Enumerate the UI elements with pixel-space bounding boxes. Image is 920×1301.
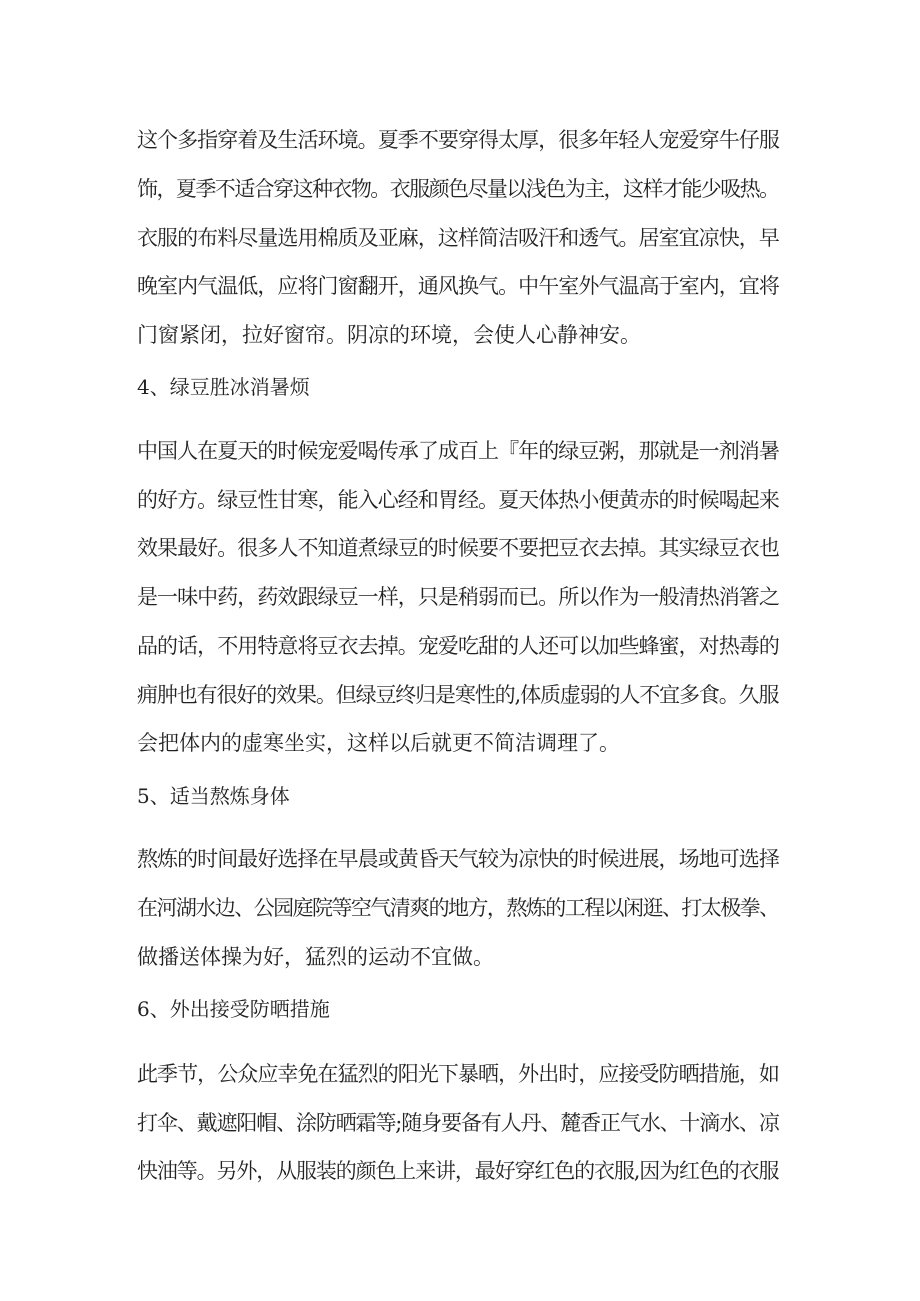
section-heading-4: 4、绿豆胜冰消暑烦 xyxy=(137,375,310,399)
text-line: 痈肿也有很好的效果。但绿豆终归是寒性的,体质虚弱的人不宜多食。久服 xyxy=(137,683,779,707)
text-line: 门窗紧闭，拉好窗帘。阴凉的环境，会使人心静神安。 xyxy=(137,323,641,347)
text-line: 会把体内的虚寒坐实，这样以后就更不简洁调理了。 xyxy=(137,731,620,755)
text-line: 是一味中药，药效跟绿豆一样，只是稍弱而已。所以作为一般清热消箸之 xyxy=(137,585,779,609)
text-line: 此季节，公众应幸免在猛烈的阳光下暴晒，外出时，应接受防晒措施，如 xyxy=(137,1062,779,1086)
text-line: 快油等。另外，从服装的颜色上来讲，最好穿红色的衣服,因为红色的衣服 xyxy=(137,1159,779,1183)
text-line: 品的话，不用特意将豆衣去掉。宠爱吃甜的人还可以加些蜂蜜，对热毒的 xyxy=(137,634,779,658)
text-line: 的好方。绿豆性甘寒，能入心经和胃经。夏天体热小便黄赤的时候喝起来 xyxy=(137,488,779,512)
text-line: 这个多指穿着及生活环境。夏季不要穿得太厚，很多年轻人宠爱穿牛仔服 xyxy=(137,128,779,152)
text-line: 熬炼的时间最好选择在早晨或黄昏天气较为凉快的时候进展，场地可选择 xyxy=(137,847,779,871)
section-heading-6: 6、外出接受防晒措施 xyxy=(137,997,330,1021)
text-line: 晚室内气温低，应将门窗翻开，通风换气。中午室外气温高于室内，宜将 xyxy=(137,274,779,298)
text-line: 衣服的布料尽量选用棉质及亚麻，这样简洁吸汗和透气。居室宜凉快，早 xyxy=(137,226,779,250)
text-line: 打伞、戴遮阳帽、涂防晒霜等;随身要备有人丹、麓香正气水、十滴水、凉 xyxy=(137,1111,779,1135)
text-line: 在河湖水边、公园庭院等空气清爽的地方，熬炼的工程以闲逛、打太极拳、 xyxy=(137,896,779,920)
section-heading-5: 5、适当熬炼身体 xyxy=(137,784,290,808)
text-line: 做播送体操为好，猛烈的运动不宜做。 xyxy=(137,945,494,969)
text-line: 效果最好。很多人不知道煮绿豆的时候要不要把豆衣去掉。其实绿豆衣也 xyxy=(137,536,779,560)
text-line: 饰，夏季不适合穿这种衣物。衣服颜色尽量以浅色为主，这样才能少吸热。 xyxy=(137,177,779,201)
text-line: 中国人在夏天的时候宠爱喝传承了成百上『年的绿豆粥，那就是一剂消暑 xyxy=(137,439,779,463)
